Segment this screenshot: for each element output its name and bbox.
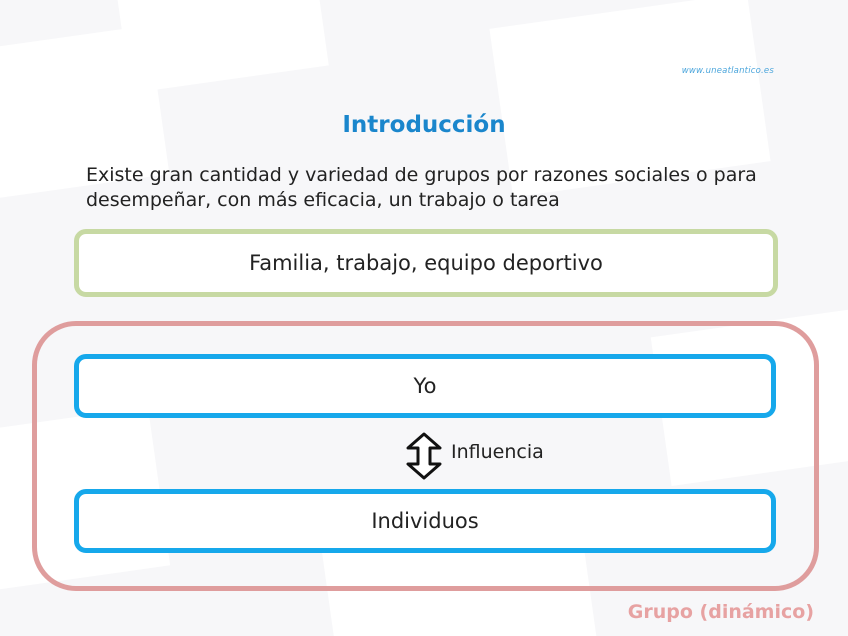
influence-label: Influencia [451, 441, 544, 463]
double-arrow-vertical-icon [405, 432, 443, 480]
watermark-url: www.uneatlantico.es [681, 66, 774, 76]
yo-box [74, 354, 776, 418]
examples-box [74, 229, 778, 297]
intro-text: Existe gran cantidad y variedad de grupos por razones sociales o para desempeñar, con más eficacia, un trabajo o tarea [86, 164, 757, 211]
individuos-box [74, 489, 776, 553]
yo-box-label: Yo [413, 374, 437, 398]
individuos-box-label: Individuos [371, 509, 479, 533]
page-title: Introducción [342, 112, 506, 138]
examples-box-label: Familia, trabajo, equipo deportivo [249, 251, 603, 275]
group-label: Grupo (dinámico) [627, 601, 814, 623]
